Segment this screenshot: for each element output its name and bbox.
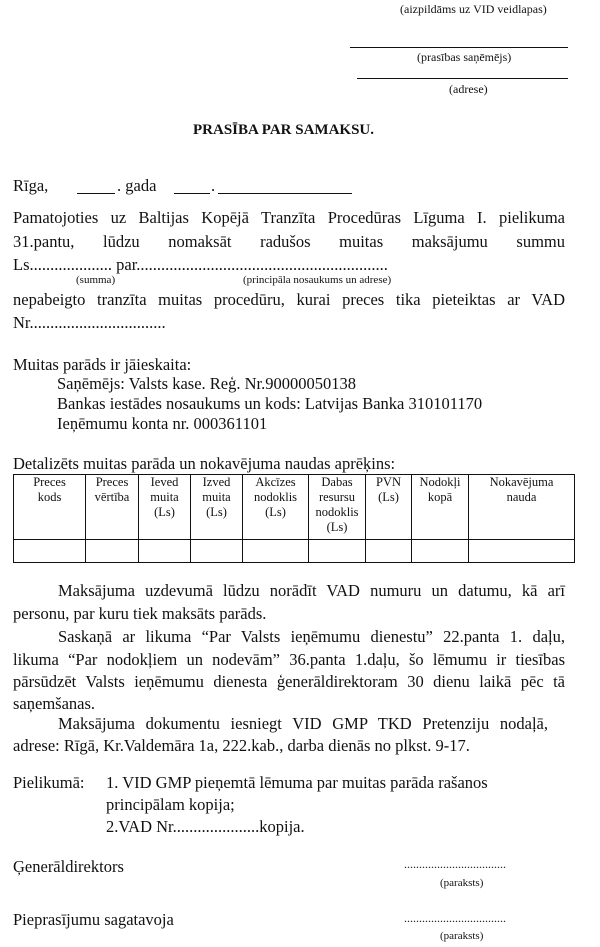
date-year-blank xyxy=(218,193,352,194)
submission-line-2: adrese: Rīgā, Kr.Valdemāra 1a, 222.kab., darba dienās no plkst. 9-17. xyxy=(13,736,470,755)
debt-bank: Bankas iestādes nosaukums un kods: Latvijas Banka 310101170 xyxy=(57,394,483,413)
preparer-signature-dots: .................................. xyxy=(404,911,506,925)
date-gada: . gada xyxy=(117,176,157,195)
director-signature-dots: .................................. xyxy=(404,857,506,871)
header-izved-muita: Izved muita (Ls) xyxy=(191,475,243,540)
header-dabas-resursu-nodoklis: Dabas resursu nodoklis (Ls) xyxy=(309,475,366,540)
header-nokavejuma-nauda: Nokavējuma nauda xyxy=(469,475,575,540)
intro-line-1: Pamatojoties uz Baltijas Kopējā Tranzīta Procedūras Līguma I. pielikuma xyxy=(13,208,565,227)
recipient-label: (prasības saņēmējs) xyxy=(417,50,512,64)
date-city: Rīga, xyxy=(13,176,49,195)
table-row xyxy=(14,540,575,563)
header-preces-vertiba: Preces vērtība xyxy=(86,475,139,540)
date-dot: . xyxy=(211,176,216,195)
payment-note-line-2: personu, par kuru tiek maksāts parāds. xyxy=(13,604,267,623)
date-month-blank xyxy=(174,193,210,194)
intro-line-5: Nr................................. xyxy=(13,313,166,332)
debt-account: Ieņēmumu konta nr. 000361101 xyxy=(57,414,268,433)
table-cell xyxy=(14,540,86,563)
address-label: (adrese) xyxy=(449,82,488,96)
table-cell xyxy=(412,540,469,563)
calculation-table xyxy=(13,474,575,563)
debt-heading: Muitas parāds ir jāieskaita: xyxy=(13,355,192,374)
table-cell xyxy=(139,540,191,563)
table-cell xyxy=(366,540,412,563)
table-cell xyxy=(191,540,243,563)
appeal-line-3: pārsūdzēt Valsts ieņēmumu dienesta ģenerāldirektoram 30 dienu laikā pēc tā xyxy=(13,672,565,691)
preparer-label: Pieprasījumu sagatavoja xyxy=(13,910,174,929)
address-line xyxy=(357,78,568,79)
preparer-signature-label: (paraksts) xyxy=(440,930,484,942)
table-cell xyxy=(243,540,309,563)
table-header-row xyxy=(14,475,575,540)
header-nodokli-kopa: Nodokļi kopā xyxy=(412,475,469,540)
page-title: PRASĪBA PAR SAMAKSU. xyxy=(193,122,374,138)
header-pvn: PVN (Ls) xyxy=(366,475,412,540)
table-caption: Detalizēts muitas parāda un nokavējuma naudas aprēķins: xyxy=(13,454,396,473)
attachment-item-1-line-1: 1. VID GMP pieņemtā lēmuma par muitas parāda rašanos xyxy=(106,773,488,792)
debt-recipient: Saņēmējs: Valsts kase. Reģ. Nr.90000050138 xyxy=(57,374,356,393)
intro-line-2: 31.pantu, lūdzu nomaksāt radušos muitas maksājumu summu xyxy=(13,232,565,251)
payment-note-line-1: Maksājuma uzdevumā lūdzu norādīt VAD numuru un datumu, kā arī xyxy=(58,581,565,600)
appeal-line-1: Saskaņā ar likuma “Par Valsts ieņēmumu dienestu” 22.panta 1. daļu, xyxy=(58,627,565,646)
fill-note: (aizpildāms uz VID veidlapas) xyxy=(400,2,547,16)
appeal-line-4: saņemšanas. xyxy=(13,694,96,713)
table-cell xyxy=(86,540,139,563)
appeal-line-2: likuma “Par nodokļiem un nodevām” 36.panta 1.daļu, šo lēmumu ir tiesības xyxy=(13,650,565,669)
recipient-line xyxy=(350,47,568,48)
director-signature-label: (paraksts) xyxy=(440,877,484,889)
director-label: Ģenerāldirektors xyxy=(13,857,124,876)
intro-line-4: nepabeigto tranzīta muitas procedūru, kurai preces tika pieteiktas ar VAD xyxy=(13,290,565,309)
header-akcizes-nodoklis: Akcīzes nodoklis (Ls) xyxy=(243,475,309,540)
table-cell xyxy=(469,540,575,563)
table-cell xyxy=(309,540,366,563)
attachments-label: Pielikumā: xyxy=(13,773,85,792)
header-preces-kods: Preces kods xyxy=(14,475,86,540)
attachment-item-1-line-2: principālam kopija; xyxy=(106,795,235,814)
submission-line-1: Maksājuma dokumentu iesniegt VID GMP TKD Pretenziju nodaļā, xyxy=(58,714,548,733)
principal-label: (principāla nosaukums un adrese) xyxy=(243,274,392,286)
date-day-blank xyxy=(77,193,115,194)
sum-label: (summa) xyxy=(76,274,116,286)
attachment-item-2: 2.VAD Nr.....................kopija. xyxy=(106,817,305,836)
intro-line-3: Ls.................... par............................................................. xyxy=(13,255,388,274)
header-ieved-muita: Ieved muita (Ls) xyxy=(139,475,191,540)
